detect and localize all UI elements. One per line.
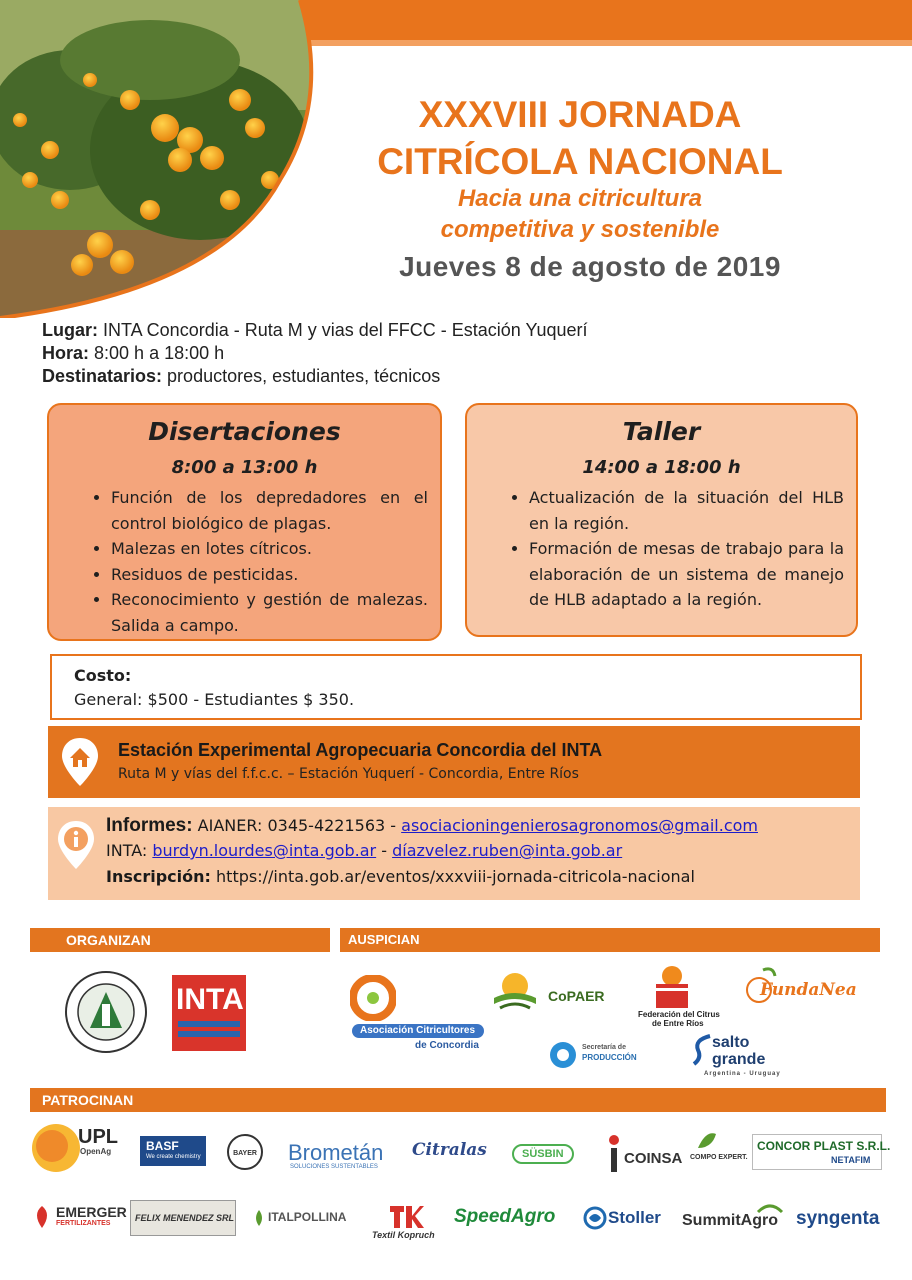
upl-sub: OpenAg bbox=[80, 1147, 112, 1156]
salto-sub: Argentina - Uruguay bbox=[704, 1071, 781, 1077]
citricultores-badge bbox=[352, 1024, 484, 1038]
taller-title: Taller bbox=[622, 417, 701, 446]
italpollina-icon bbox=[252, 1208, 266, 1228]
concor-text: CONCOR PLAST S.R.L. bbox=[757, 1139, 891, 1153]
list-item: • Actualización de la situación del HLB en la región. bbox=[529, 485, 844, 536]
event-date: Jueves 8 de agosto de 2019 bbox=[399, 251, 781, 282]
citricultores-text-2: de Concordia bbox=[415, 1040, 479, 1051]
concor-logo bbox=[752, 1134, 891, 1170]
lugar-value: INTA Concordia - Ruta M y vias del FFCC - Estación Yuquerí bbox=[98, 320, 588, 340]
compo-icon bbox=[694, 1130, 718, 1152]
susbin-text: SÜSBIN bbox=[522, 1148, 564, 1160]
secretaria-text-1: Secretaría de bbox=[582, 1044, 626, 1051]
basf-logo bbox=[140, 1136, 206, 1166]
emerger-text: EMERGER bbox=[56, 1204, 127, 1220]
citricultores-text-1: Asociación Citricultores bbox=[360, 1025, 476, 1036]
list-item: • Reconocimiento y gestión de malezas. Salida a campo. bbox=[111, 587, 428, 638]
felix-text: FELIX MENENDEZ SRL bbox=[135, 1213, 235, 1223]
taller-list bbox=[499, 485, 844, 613]
citricultores-icon bbox=[350, 975, 396, 1021]
federacion-text-1: Federación del Citrus bbox=[638, 1010, 720, 1019]
disertaciones-list bbox=[81, 485, 428, 638]
basf-sub: We create chemistry bbox=[146, 1154, 201, 1160]
brometan-sub: SOLUCIONES SUSTENTABLES bbox=[290, 1164, 378, 1170]
destinatarios-label: Destinatarios: bbox=[42, 366, 163, 386]
cost-box bbox=[50, 654, 862, 720]
salto-text-2: grande bbox=[712, 1051, 766, 1068]
italpollina-text: ITALPOLLINA bbox=[268, 1210, 347, 1224]
compo-text: COMPO EXPERT. bbox=[690, 1154, 748, 1161]
aianer-logo bbox=[64, 970, 148, 1054]
coinsa-icon bbox=[606, 1134, 622, 1174]
salto-text-1: salto bbox=[712, 1034, 750, 1051]
email-burdyn-link[interactable]: burdyn.lourdes@inta.gob.ar bbox=[152, 841, 377, 860]
destinatarios-line bbox=[42, 366, 440, 387]
susbin-logo bbox=[512, 1144, 574, 1164]
disertaciones-box bbox=[47, 403, 442, 641]
list-item: • Formación de mesas de trabajo para la elaboración de un sistema de manejo de HLB adaptado a la región. bbox=[529, 536, 844, 613]
title-line-2: CITRÍCOLA NACIONAL bbox=[377, 141, 783, 182]
organizan-bar bbox=[30, 928, 330, 952]
auspician-label: AUSPICIAN bbox=[348, 932, 420, 947]
citrus-photo bbox=[0, 0, 320, 318]
station-name: Estación Experimental Agropecuaria Concordia del INTA bbox=[118, 740, 603, 760]
federacion-text-2: de Entre Ríos bbox=[652, 1019, 704, 1028]
inscripcion-label: Inscripción: bbox=[106, 867, 211, 886]
textil-text: Textil Kopruch bbox=[372, 1230, 435, 1240]
home-pin-icon bbox=[60, 736, 100, 788]
aianer-phone: AIANER: 0345-4221563 - bbox=[192, 816, 402, 835]
copaer-icon bbox=[490, 968, 540, 1014]
informes-box bbox=[48, 807, 860, 900]
fundanea-text: FundaNea bbox=[760, 980, 857, 1000]
summit-arc-icon bbox=[756, 1202, 784, 1214]
informes-line bbox=[106, 815, 758, 837]
summit-text: SummitAgro bbox=[682, 1212, 778, 1229]
inscripcion-url[interactable]: https://inta.gob.ar/eventos/xxxviii-jornada-citricola-nacional bbox=[210, 867, 695, 886]
speedagro-text: SpeedAgro bbox=[454, 1206, 556, 1227]
stoller-icon bbox=[583, 1206, 607, 1230]
list-item: • Malezas en lotes cítricos. bbox=[111, 536, 428, 562]
disertaciones-time: 8:00 a 13:00 h bbox=[171, 457, 318, 478]
disertaciones-title: Disertaciones bbox=[148, 417, 341, 446]
inta-logo-text: INTA bbox=[176, 983, 244, 1016]
title-line-1: XXXVIII JORNADA bbox=[418, 94, 742, 135]
lugar-line bbox=[42, 320, 588, 341]
emerger-sub: FERTILIZANTES bbox=[56, 1220, 111, 1227]
inscripcion-line bbox=[106, 867, 695, 886]
citralas-text: Citralas bbox=[412, 1140, 487, 1160]
lugar-label: Lugar: bbox=[42, 320, 98, 340]
cost-text: General: $500 - Estudiantes $ 350. bbox=[74, 690, 355, 709]
list-item: • Residuos de pesticidas. bbox=[111, 562, 428, 588]
separator: - bbox=[376, 841, 393, 860]
email-diazvelez-link[interactable]: díazvelez.ruben@inta.gob.ar bbox=[392, 841, 623, 860]
patrocinan-bar bbox=[30, 1088, 886, 1112]
secretaria-icon bbox=[548, 1040, 578, 1070]
felix-menendez-logo bbox=[130, 1200, 236, 1236]
hora-label: Hora: bbox=[42, 343, 90, 363]
copaer-text: CoPAER bbox=[548, 988, 605, 1004]
brometan-text: Brometán bbox=[288, 1140, 384, 1165]
subtitle-line-2: competitiva y sostenible bbox=[440, 216, 720, 243]
stoller-text: Stoller bbox=[608, 1208, 661, 1227]
bayer-logo bbox=[226, 1133, 264, 1171]
info-pin-icon bbox=[56, 819, 96, 871]
basf-text: BASF bbox=[146, 1139, 179, 1153]
inta-contact-line bbox=[106, 841, 622, 860]
taller-time: 14:00 a 18:00 h bbox=[582, 457, 741, 478]
auspician-bar bbox=[340, 928, 880, 952]
textil-kopruch-icon bbox=[388, 1202, 424, 1230]
destinatarios-value: productores, estudiantes, técnicos bbox=[162, 366, 441, 386]
taller-box bbox=[465, 403, 858, 637]
federacion-citrus-icon bbox=[650, 962, 694, 1010]
inta-logo bbox=[172, 975, 246, 1051]
bayer-text: BAYER bbox=[233, 1150, 257, 1157]
subtitle-line-1: Hacia una citricultura bbox=[457, 185, 703, 212]
station-address: Ruta M y vías del f.f.c.c. – Estación Yuquerí - Concordia, Entre Ríos bbox=[118, 766, 579, 782]
secretaria-text-2: PRODUCCIÓN bbox=[582, 1053, 637, 1062]
syngenta-text: syngenta bbox=[796, 1208, 880, 1229]
patrocinan-label: PATROCINAN bbox=[42, 1092, 134, 1108]
concor-sub: NETAFIM bbox=[831, 1155, 871, 1165]
informes-label: Informes: bbox=[106, 815, 193, 836]
organizan-label: ORGANIZAN bbox=[66, 932, 151, 948]
hora-value: 8:00 h a 18:00 h bbox=[89, 343, 225, 363]
upl-text: UPL bbox=[78, 1126, 118, 1148]
list-item: • Función de los depredadores en el control biológico de plagas. bbox=[111, 485, 428, 536]
hora-line bbox=[42, 343, 224, 364]
emerger-icon bbox=[30, 1204, 54, 1230]
coinsa-text: COINSA bbox=[624, 1150, 683, 1167]
cost-title: Costo: bbox=[74, 666, 132, 685]
inta-label: INTA: bbox=[106, 841, 153, 860]
station-box bbox=[48, 726, 860, 798]
email-aianer-link[interactable]: asociacioningenierosagronomos@gmail.com bbox=[401, 816, 758, 835]
upl-icon bbox=[30, 1122, 82, 1174]
